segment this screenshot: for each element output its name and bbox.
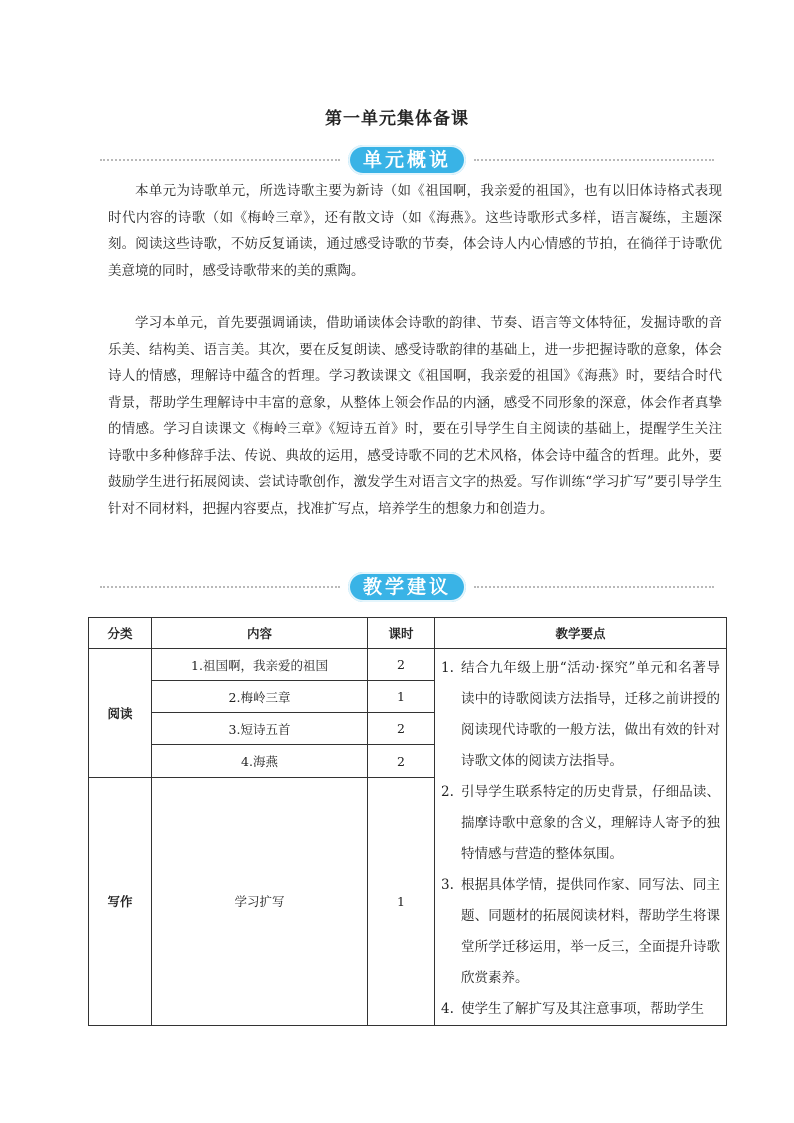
dotted-divider-left <box>100 586 340 588</box>
content-cell: 学习扩写 <box>152 777 368 1025</box>
hours-cell: 2 <box>368 745 435 777</box>
key-point-item: 1. 结合九年级上册“活动·探究”单元和名著导读中的诗歌阅读方法指导，迁移之前讲授的阅读现代诗歌的一般方法，做出有效的针对诗歌文体的阅读方法指导。 <box>441 660 720 769</box>
key-point-item: 3. 根据具体学情，提供同作家、同写法、同主题、同题材的拓展阅读材料，帮助学生将课堂所学迁移运用，举一反三，全面提升诗歌欣赏素养。 <box>441 877 720 986</box>
section-header-overview <box>100 145 714 175</box>
dotted-divider-right <box>474 159 714 161</box>
hours-cell: 1 <box>368 681 435 713</box>
category-reading: 阅读 <box>89 649 152 778</box>
key-points-cell <box>435 649 727 1026</box>
content-cell: 4.海燕 <box>152 745 368 777</box>
table-row <box>89 649 727 681</box>
hours-cell: 1 <box>368 777 435 1025</box>
header-category: 分类 <box>89 618 152 649</box>
header-hours: 课时 <box>368 618 435 649</box>
dotted-divider-left <box>100 159 340 161</box>
hours-cell: 2 <box>368 649 435 681</box>
page-title: 第一单元集体备课 <box>325 109 469 129</box>
section-header-suggestions <box>100 572 714 602</box>
key-point-item: 2. 引导学生联系特定的历史背景，仔细品读、揣摩诗歌中意象的含义，理解诗人寄予的独特情感与营造的整体氛围。 <box>441 784 720 862</box>
table-header-row <box>89 618 727 649</box>
section-badge-overview: 单元概说 <box>348 145 466 175</box>
teaching-plan-table <box>88 617 727 1026</box>
overview-paragraph-1: 本单元为诗歌单元，所选诗歌主要为新诗（如《祖国啊，我亲爱的祖国》，也有以旧体诗格式表现时代内容的诗歌（如《梅岭三章》，还有散文诗（如《海燕》。这些诗歌形式多样，语言凝练，主题深刻。阅读这些诗歌，不妨反复诵读，通过感受诗歌的节奏，体会诗人内心情感的节拍，在徜徉于诗歌优美意境的同时，感受诗歌带来的美的熏陶。 <box>108 183 722 279</box>
header-content: 内容 <box>152 618 368 649</box>
section-badge-suggestions: 教学建议 <box>348 572 466 602</box>
hours-cell: 2 <box>368 713 435 745</box>
content-cell: 2.梅岭三章 <box>152 681 368 713</box>
overview-paragraph-2: 学习本单元，首先要强调诵读，借助诵读体会诗歌的韵律、节奏、语言等文体特征，发掘诗歌的音乐美、结构美、语言美。其次，要在反复朗读、感受诗歌韵律的基础上，进一步把握诗歌的意象，体会诗人的情感，理解诗中蕴含的哲理。学习教读课文《祖国啊，我亲爱的祖国》《海燕》时，要结合时代背景，帮助学生理解诗中丰富的意象，从整体上领会作品的内涵，感受不同形象的深意，体会作者真挚的情感。学习自读课文《梅岭三章》《短诗五首》时，要在引导学生自主阅读的基础上，提醒学生关注诗歌中多种修辞手法、传说、典故的运用，感受诗歌不同的艺术风格，体会诗中蕴含的哲理。此外，要鼓励学生进行拓展阅读、尝试诗歌创作，激发学生对语言文字的热爱。写作训练“学习扩写”要引导学生针对不同材料，把握内容要点，找准扩写点，培养学生的想象力和创造力。 <box>108 315 722 517</box>
content-cell: 1.祖国啊，我亲爱的祖国 <box>152 649 368 681</box>
content-cell: 3.短诗五首 <box>152 713 368 745</box>
key-point-item: 4. 使学生了解扩写及其注意事项，帮助学生 <box>441 1001 704 1017</box>
header-key-points: 教学要点 <box>435 618 727 649</box>
dotted-divider-right <box>474 586 714 588</box>
category-writing: 写作 <box>89 777 152 1025</box>
